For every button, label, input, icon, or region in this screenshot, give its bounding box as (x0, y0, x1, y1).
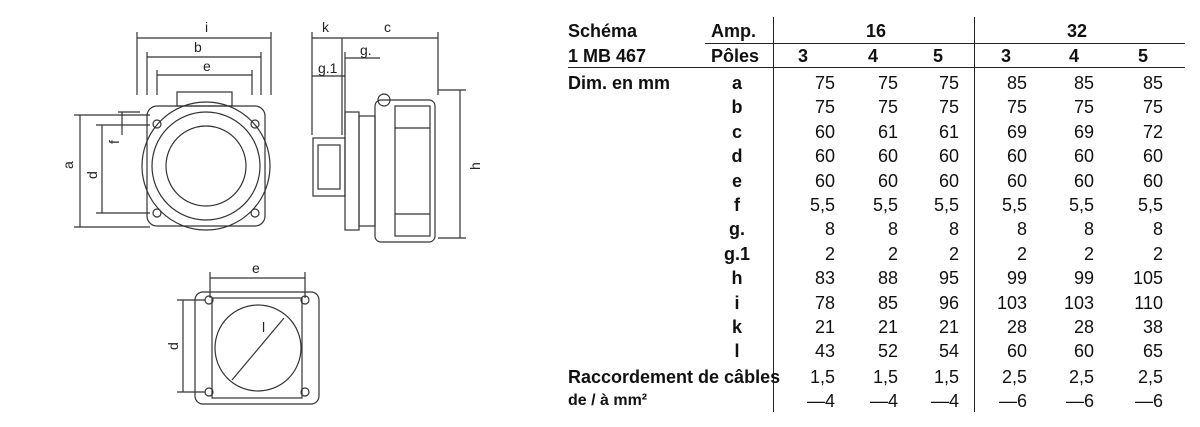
table-cell: 8 (1016, 219, 1027, 240)
table-cell: 60 (814, 170, 835, 191)
dim-label-a: a (60, 161, 76, 169)
table-cell: 8 (824, 219, 835, 240)
table-cell: 60 (938, 170, 959, 191)
dim-label-g: g. (360, 42, 372, 58)
row-key: l (734, 341, 740, 362)
dim-label-b: b (194, 39, 202, 55)
table-cell: 8 (887, 219, 898, 240)
technical-drawings (0, 0, 560, 427)
table-cell: 75 (938, 73, 959, 93)
table-cell: 75 (1142, 97, 1163, 118)
table-cell: 95 (938, 268, 959, 289)
row-key: i (734, 292, 740, 313)
cable-range-label: de / à mm² (568, 392, 648, 409)
table-cell: 5,5 (1137, 195, 1163, 215)
table-cell: 69 (1073, 121, 1094, 142)
cable-max-cell: —4 (930, 391, 959, 411)
row-key: b (731, 97, 743, 118)
table-cell: 83 (814, 268, 835, 289)
table-cell: 99 (1006, 268, 1027, 289)
poles-label: Pôles (711, 46, 760, 66)
table-cell: 21 (877, 317, 898, 337)
table-cell: 61 (877, 121, 898, 142)
cable-max-cell: —6 (1134, 391, 1163, 411)
table-cell: 60 (1142, 170, 1163, 191)
cable-max-cell: —4 (806, 391, 835, 411)
table-cell: 75 (1006, 97, 1027, 118)
cable-min-cell: 2,5 (1001, 367, 1027, 387)
table-cell: 2 (1016, 243, 1027, 264)
table-cell: 60 (1006, 341, 1027, 362)
table-cell: 75 (877, 73, 898, 93)
table-cell: 8 (948, 219, 959, 240)
table-cell: 75 (877, 97, 898, 118)
table-cell: 60 (814, 146, 835, 167)
row-key: g. (729, 219, 745, 240)
table-cell: 21 (938, 317, 959, 337)
table-cell: 96 (938, 292, 959, 313)
row-key: g.1 (723, 243, 750, 264)
table-cell: 21 (814, 317, 835, 337)
row-key: e (731, 170, 742, 191)
table-cell: 61 (938, 121, 959, 142)
dim-label-e-top: e (203, 58, 211, 74)
pole-header: 5 (1137, 46, 1148, 66)
table-cell: 103 (996, 292, 1027, 313)
pole-header: 3 (797, 46, 808, 66)
dim-label-i: i (205, 19, 209, 35)
table-cell: 52 (877, 341, 898, 362)
table-cell: 88 (877, 268, 898, 289)
amp-group-16: 16 (865, 21, 887, 41)
cable-max-cell: —4 (869, 391, 898, 411)
table-cell: 103 (1063, 292, 1094, 313)
pole-header: 4 (867, 46, 878, 66)
dim-label-g1: g.1 (318, 60, 338, 76)
table-cell: 5,5 (1001, 195, 1027, 215)
table-cell: 60 (1073, 170, 1094, 191)
table-cell: 85 (1006, 73, 1027, 93)
dim-label-d-front: d (165, 342, 181, 350)
table-cell: 75 (814, 97, 835, 118)
amp-label: Amp. (711, 21, 756, 41)
cable-label: Raccordement de câbles (568, 367, 781, 387)
table-cell: 60 (1073, 146, 1094, 167)
table-cell: 60 (877, 170, 898, 191)
cable-max-cell: —6 (998, 391, 1027, 411)
table-cell: 2 (948, 243, 959, 264)
table-cell: 78 (814, 292, 835, 313)
pole-header: 4 (1068, 46, 1079, 66)
cable-max-cell: —6 (1065, 391, 1094, 411)
dim-label-k: k (322, 19, 329, 35)
table-cell: 8 (1083, 219, 1094, 240)
table-cell: 5,5 (809, 195, 835, 215)
table-cell: 60 (938, 146, 959, 167)
row-key: k (731, 317, 742, 337)
table-cell: 8 (1152, 219, 1163, 240)
cable-min-cell: 2,5 (1068, 367, 1094, 387)
table-cell: 60 (1142, 146, 1163, 167)
row-key: h (731, 268, 743, 289)
dim-unit-label: Dim. en mm (568, 73, 671, 93)
table-cell: 60 (1073, 341, 1094, 362)
table-cell: 60 (814, 121, 835, 142)
table-cell: 28 (1073, 317, 1094, 337)
cable-min-cell: 1,5 (872, 367, 898, 387)
table-divider-left (773, 17, 774, 412)
table-cell: 5,5 (1068, 195, 1094, 215)
table-cell: 60 (1006, 170, 1027, 191)
dim-label-h: h (467, 162, 483, 170)
table-cell: 43 (814, 341, 835, 362)
table-cell: 60 (1006, 146, 1027, 167)
table-cell: 2 (1083, 243, 1094, 264)
cable-min-cell: 2,5 (1137, 367, 1163, 387)
table-cell: 60 (877, 146, 898, 167)
table-cell: 99 (1073, 268, 1094, 289)
table-cell: 2 (887, 243, 898, 264)
dim-label-f: f (106, 140, 122, 144)
table-cell: 85 (1142, 73, 1163, 93)
front-view-drawing (177, 272, 319, 404)
table-cell: 69 (1006, 121, 1027, 142)
cable-min-cell: 1,5 (809, 367, 835, 387)
table-cell: 2 (824, 243, 835, 264)
table-cell: 85 (877, 292, 898, 313)
table-cell: 54 (938, 341, 959, 362)
table-cell: 110 (1134, 292, 1163, 313)
dim-label-e-front: e (252, 260, 260, 276)
table-cell: 5,5 (872, 195, 898, 215)
table-cell: 28 (1006, 317, 1027, 337)
table-cell: 75 (814, 73, 835, 93)
dim-label-l: l (262, 319, 266, 335)
cable-min-cell: 1,5 (933, 367, 959, 387)
top-view-drawing (74, 32, 271, 230)
product-code: 1 MB 467 (568, 46, 647, 66)
pole-header: 5 (932, 46, 943, 66)
table-cell: 5,5 (933, 195, 959, 215)
row-key: c (731, 121, 742, 142)
table-cell: 38 (1142, 317, 1163, 337)
row-key: d (731, 146, 743, 167)
table-cell: 2 (1152, 243, 1163, 264)
row-key: a (731, 73, 742, 93)
dim-label-d-top: d (84, 171, 100, 179)
table-cell: 75 (1073, 97, 1094, 118)
table-cell: 105 (1132, 268, 1163, 289)
table-cell: 65 (1142, 341, 1163, 362)
schema-label: Schéma (568, 21, 638, 41)
amp-group-32: 32 (1066, 21, 1088, 41)
pole-header: 3 (1000, 46, 1011, 66)
table-cell: 75 (938, 97, 959, 118)
dim-label-c: c (384, 19, 391, 35)
table-cell: 85 (1073, 73, 1094, 93)
table-cell: 72 (1142, 121, 1163, 142)
row-key: f (734, 195, 740, 215)
